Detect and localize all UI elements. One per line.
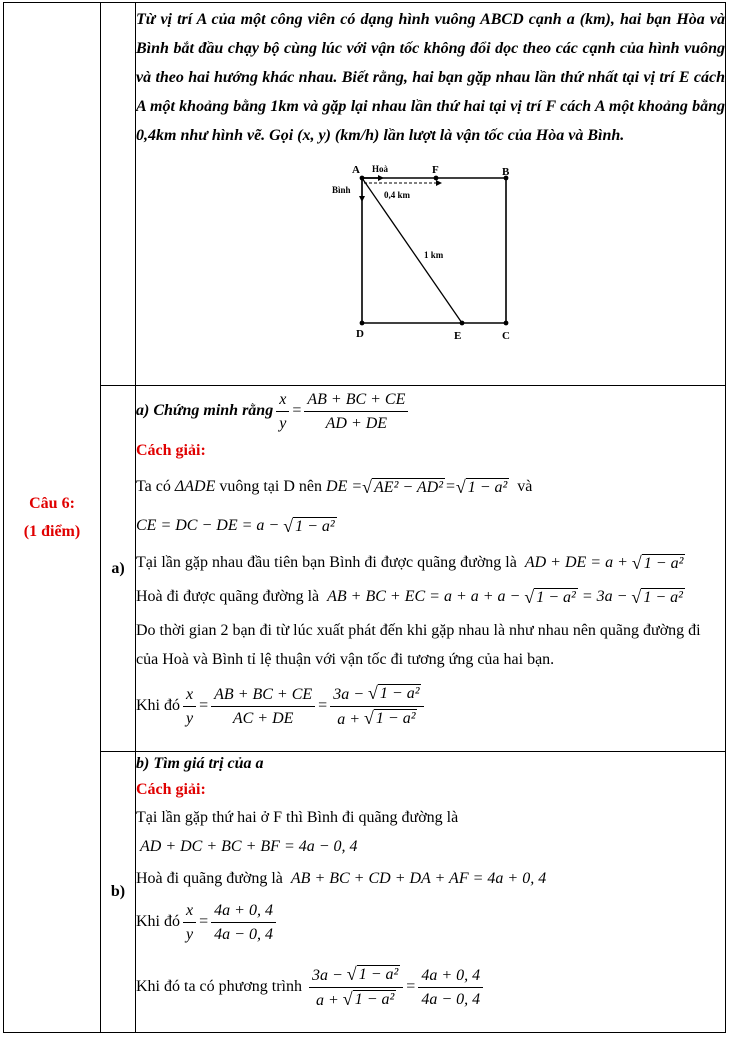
part-b-line4: Khi đó $\frac{x}{y}$ = $\frac{4a + 0, 4}{4a - 0, 4}$	[136, 897, 725, 947]
part-b-line3: Hoà đi quãng đường là AB + BC + CD + DA + AF = 4a + 0, 4	[136, 870, 547, 887]
problem-text: Từ vị trí A của một công viên có dạng hình vuông ABCD cạnh a (km), hai bạn Hòa và Bình bắt đầu chạy bộ cùng lúc với vận tốc không đổi dọc theo các cạnh của hình vuông và theo hai hướng khác nhau. Biết rằng, hai bạn gặp nhau lần thứ nhất tại vị trí E cách A một khoảng bằng 1km và gặp lại nhau lần thứ hai tại vị trí F cách A một khoảng bằng 0,4km như hình vẽ. Gọi (x, y) (km/h) lần lượt là vận tốc của Hòa và Bình.	[136, 11, 725, 144]
part-a-line3: Tại lần gặp nhau đầu tiên bạn Bình đi được quãng đường là AD + DE = a + √ 1 − a²	[136, 552, 684, 573]
heading-frac-rhs: $\frac{AB + BC + CE}{AD + DE}$	[304, 390, 408, 433]
label-f: F	[432, 164, 439, 176]
question-points: (1 điểm)	[23, 522, 81, 540]
part-b-cell	[136, 752, 726, 1033]
label-c: C	[502, 330, 510, 342]
part-a-method: Cách giải:	[136, 442, 206, 459]
part-a-line2: CE = DC − DE = a − √ 1 − a²	[136, 515, 335, 536]
part-b-line5: Khi đó ta có phương trình 3a − √ 1 − a² a + √ 1 − a² = $\frac{4a + 0, 4}{4a - 0, 4}$	[136, 961, 725, 1013]
heading-frac-xy: $\frac{x}{y}$	[276, 390, 289, 433]
square-figure	[326, 164, 526, 352]
part-b-label: b)	[101, 752, 136, 1033]
problem-cell	[136, 3, 726, 386]
part-b-line1: Tại lần gặp thứ hai ở F thì Bình đi quãng đường là	[136, 809, 459, 826]
label-hoa: Hoà	[372, 164, 389, 174]
label-ae-length: 1 km	[424, 250, 444, 260]
blank-cell	[101, 3, 136, 386]
part-b-method: Cách giải:	[136, 781, 206, 798]
part-a-cell	[136, 386, 726, 752]
label-b: B	[502, 166, 510, 178]
label-a: A	[352, 164, 360, 176]
label-af-length: 0,4 km	[384, 190, 411, 200]
part-a-line4: Hoà đi được quãng đường là AB + BC + EC = a + a + a − √ 1 − a² = 3a − √ 1 − a²	[136, 586, 683, 607]
part-a-label: a)	[101, 386, 136, 752]
question-cell	[4, 3, 101, 1033]
label-binh: Bình	[332, 185, 351, 195]
label-d: D	[356, 328, 364, 340]
part-a-line1: Ta có ΔADE vuông tại D nên DE = √ AE² − AD² = √ 1 − a² và	[136, 476, 533, 497]
solution-table	[3, 2, 726, 1033]
part-b-line2: AD + DC + BC + BF = 4a − 0, 4	[140, 838, 358, 855]
part-a-line5: Do thời gian 2 bạn đi từ lúc xuất phát đến khi gặp nhau là như nhau nên quãng đường đi của Hoà và Bình tỉ lệ thuận với vận tốc đi tương ứng của hai bạn.	[136, 622, 701, 668]
part-b-heading: b) Tìm giá trị của a	[136, 755, 264, 772]
part-a-heading-text: a) Chứng minh rằng	[136, 402, 274, 419]
label-e: E	[454, 330, 462, 342]
part-a-heading: a) Chứng minh rằng $\frac{x}{y}$ = $\frac{AB + BC + CE}{AD + DE}$	[136, 388, 725, 434]
part-a-line6: Khi đó $\frac{x}{y}$ = $\frac{AB + BC + CE}{AC + DE}$ = 3a − √ 1 − a² a + √ 1 − a²	[136, 680, 725, 732]
question-label: Câu 6:	[29, 494, 75, 512]
